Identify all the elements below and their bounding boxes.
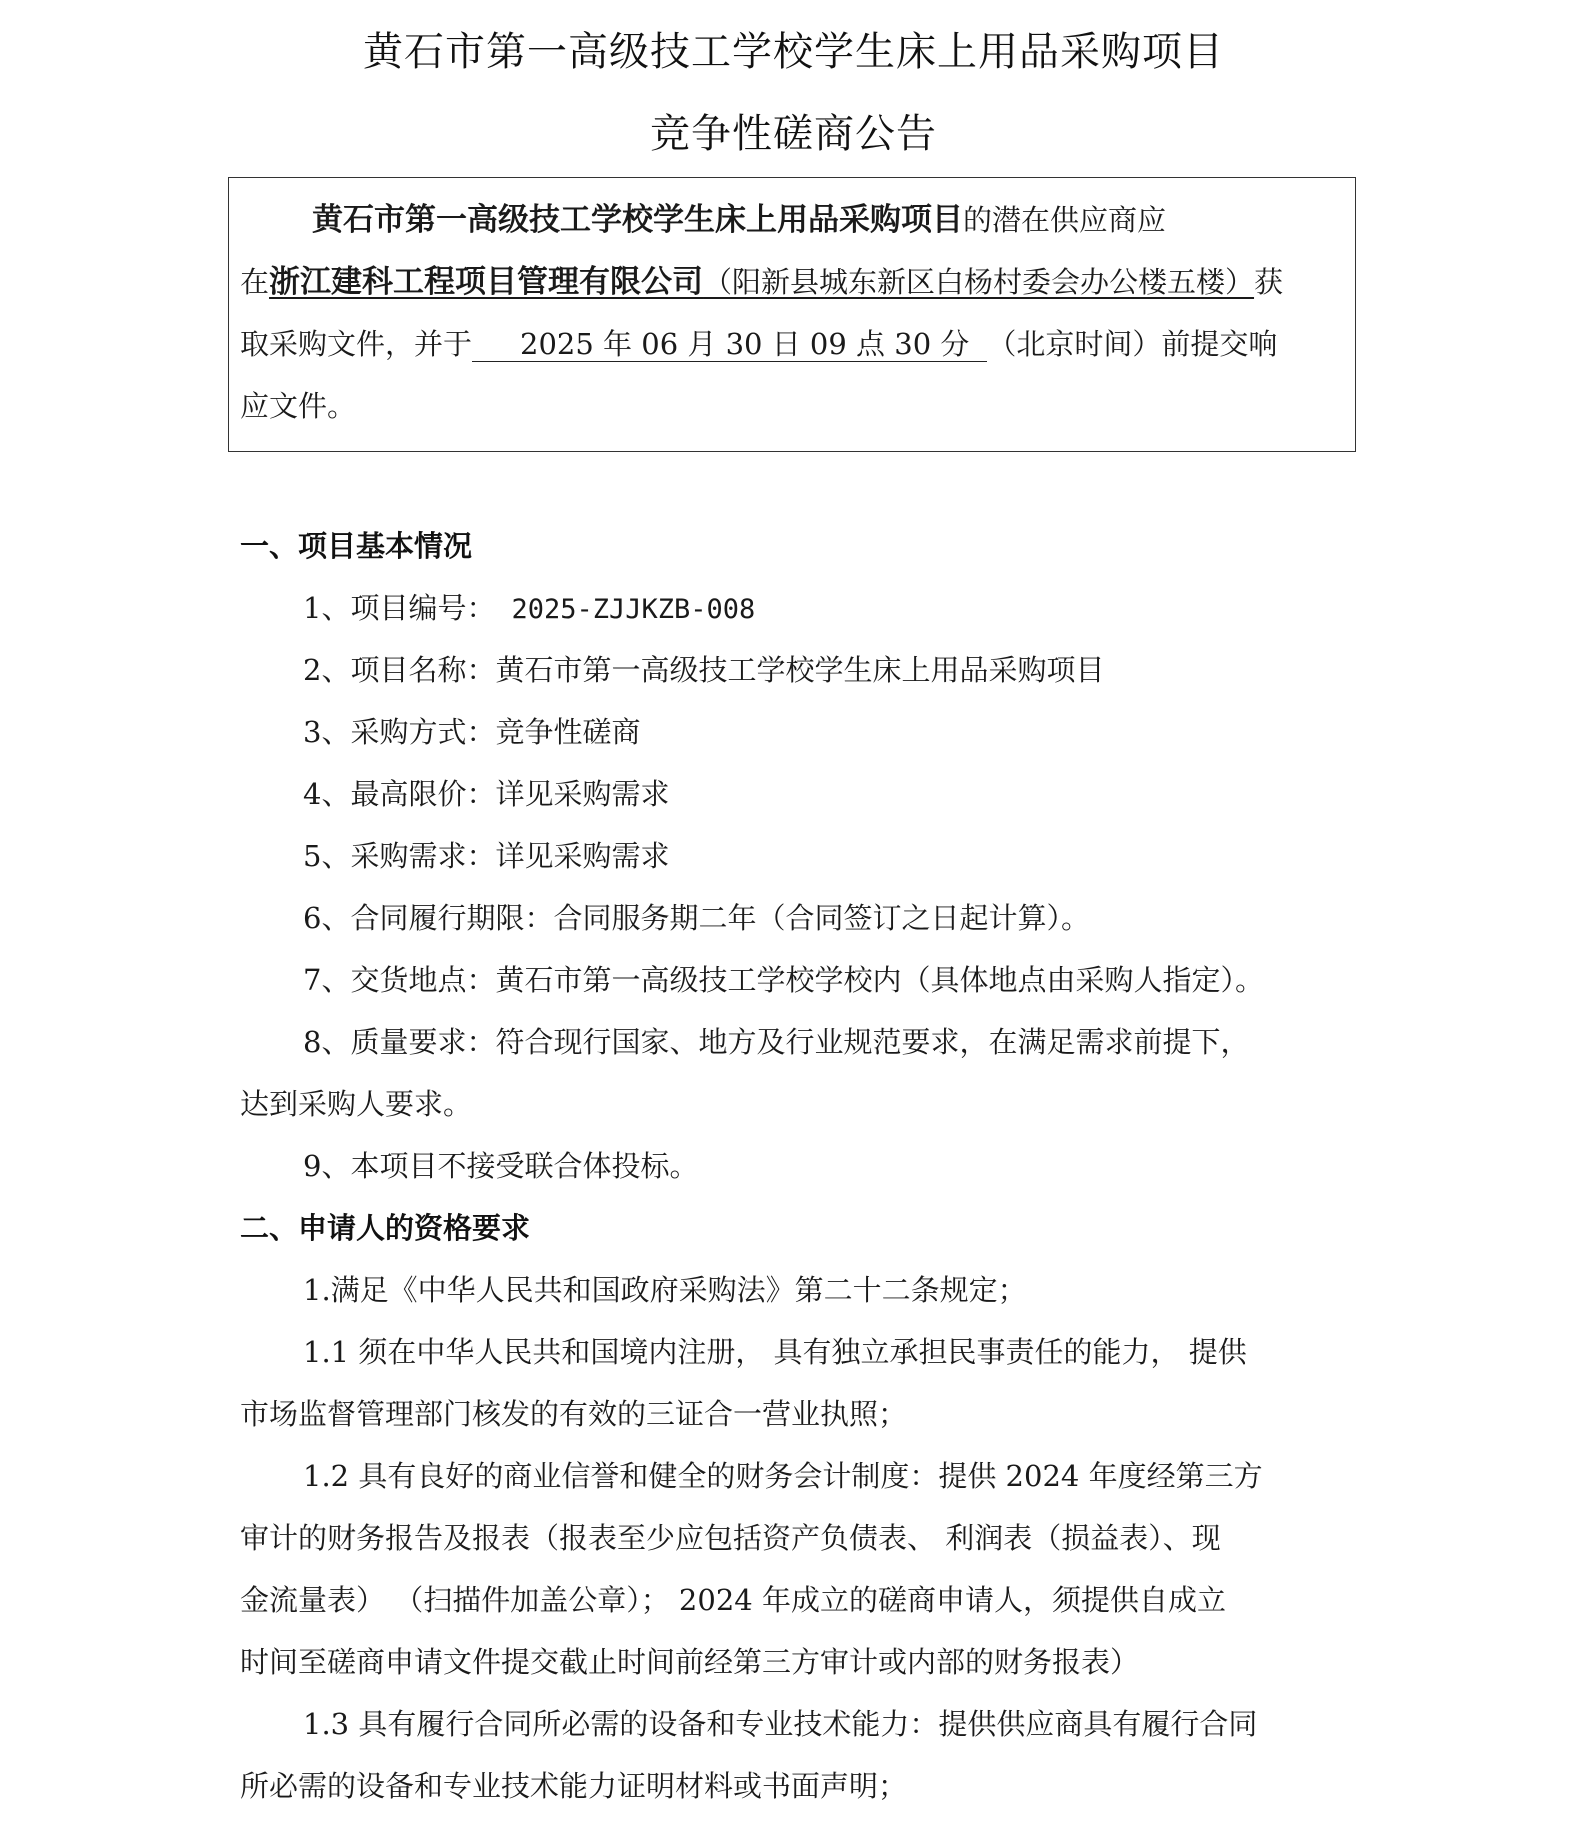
notice-deadline: 2025 年 06 月 30 日 09 点 30 分 bbox=[472, 327, 987, 362]
paragraph-line: 1.满足《中华人民共和国政府采购法》第二十二条规定； bbox=[303, 1273, 1027, 1307]
notice-box bbox=[228, 177, 1356, 452]
notice-text-a: 的潜在供应商应 bbox=[963, 203, 1167, 237]
paragraph-line: 1.2 具有良好的商业信誉和健全的财务会计制度：提供 2024 年度经第三方 bbox=[303, 1459, 1263, 1493]
paragraph-line: 审计的财务报告及报表（报表至少应包括资产负债表、 利润表（损益表）、现 bbox=[240, 1521, 1221, 1555]
list-item bbox=[303, 1146, 698, 1186]
list-item bbox=[303, 650, 1104, 690]
item-label: 5、采购需求： bbox=[303, 839, 496, 873]
section-1-heading: 一、项目基本情况 bbox=[240, 529, 473, 563]
item-value: 符合现行国家、地方及行业规范要求，在满足需求前提下， bbox=[495, 1025, 1250, 1059]
list-item bbox=[303, 898, 1090, 938]
list-item bbox=[303, 1022, 1249, 1062]
notice-text-d: 取采购文件，并于 bbox=[240, 327, 473, 361]
notice-line-1 bbox=[312, 200, 1166, 240]
notice-text-f: 应文件。 bbox=[240, 389, 357, 423]
list-item-continuation bbox=[240, 1084, 472, 1124]
item-label: 9、 bbox=[303, 1149, 351, 1183]
item-value: 黄石市第一高级技工学校学生床上用品采购项目 bbox=[495, 653, 1105, 687]
notice-line-3 bbox=[240, 324, 1277, 364]
section-2-heading: 二、申请人的资格要求 bbox=[240, 1211, 531, 1245]
item-value: 合同服务期二年（合同签订之日起计算）。 bbox=[553, 901, 1090, 935]
paragraph-line: 1.3 具有履行合同所必需的设备和专业技术能力：提供供应商具有履行合同 bbox=[303, 1707, 1258, 1741]
item-value: 详见采购需求 bbox=[495, 839, 670, 873]
notice-agency-name: 浙江建科工程项目管理有限公司 bbox=[269, 264, 704, 300]
item-label: 7、交货地点： bbox=[303, 963, 496, 997]
item-label: 8、质量要求： bbox=[303, 1025, 496, 1059]
document-subtitle: 竞争性磋商公告 bbox=[650, 111, 937, 157]
notice-text-c: 获 bbox=[1254, 265, 1284, 299]
item-label: 4、最高限价： bbox=[303, 777, 496, 811]
notice-project-name: 黄石市第一高级技工学校学生床上用品采购项目 bbox=[312, 202, 963, 238]
list-item bbox=[303, 836, 669, 876]
paragraph-line: 时间至磋商申请文件提交截止时间前经第三方审计或内部的财务报表） bbox=[240, 1645, 1140, 1679]
item-value: 竞争性磋商 bbox=[495, 715, 641, 749]
item-value: 详见采购需求 bbox=[495, 777, 670, 811]
document-title: 黄石市第一高级技工学校学生床上用品采购项目 bbox=[363, 29, 1224, 75]
notice-text-e: （北京时间）前提交响 bbox=[987, 327, 1278, 361]
item-label: 1、项目编号： bbox=[303, 591, 496, 625]
item-value: 黄石市第一高级技工学校学校内（具体地点由采购人指定）。 bbox=[495, 963, 1264, 997]
item-label: 2、项目名称： bbox=[303, 653, 496, 687]
paragraph-line: 1.1 须在中华人民共和国境内注册， 具有独立承担民事责任的能力， 提供 bbox=[303, 1335, 1247, 1369]
item-value: 达到采购人要求。 bbox=[240, 1087, 473, 1121]
paragraph-line: 所必需的设备和专业技术能力证明材料或书面声明； bbox=[240, 1769, 908, 1803]
list-item bbox=[303, 588, 755, 630]
item-label: 6、合同履行期限： bbox=[303, 901, 554, 935]
notice-agency-address: （阳新县城东新区白杨村委会办公楼五楼） bbox=[703, 265, 1255, 299]
list-item bbox=[303, 712, 640, 752]
item-value: 本项目不接受联合体投标。 bbox=[350, 1149, 699, 1183]
paragraph-line: 市场监督管理部门核发的有效的三证合一营业执照； bbox=[240, 1397, 908, 1431]
notice-agency bbox=[269, 265, 1254, 299]
list-item bbox=[303, 960, 1264, 1000]
item-value: 2025-ZJJKZB-008 bbox=[511, 594, 756, 625]
paragraph-line: 金流量表） （扫描件加盖公章）； 2024 年成立的磋商申请人，须提供自成立 bbox=[240, 1583, 1226, 1617]
notice-text-b: 在 bbox=[240, 265, 270, 299]
notice-line-4 bbox=[240, 386, 356, 426]
item-label: 3、采购方式： bbox=[303, 715, 496, 749]
list-item bbox=[303, 774, 669, 814]
notice-line-2 bbox=[240, 262, 1283, 302]
